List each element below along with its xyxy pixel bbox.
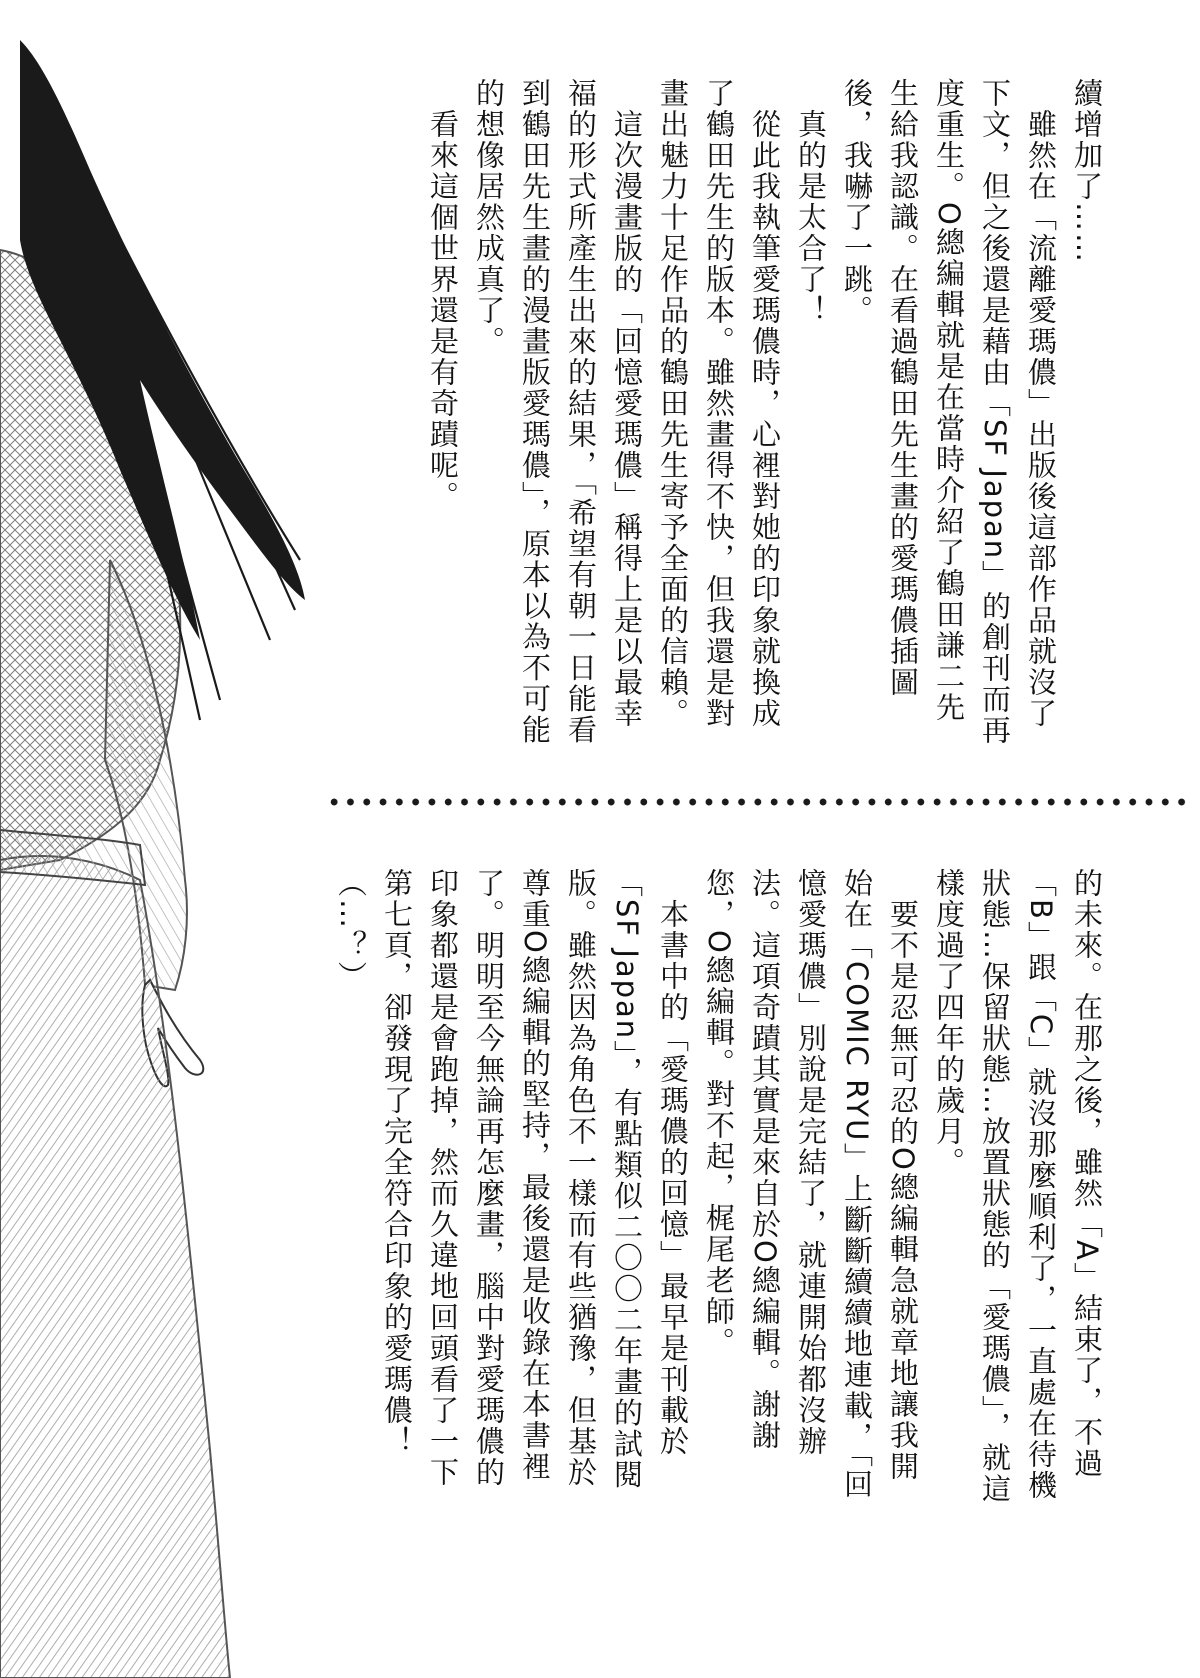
afterword-upper-section [420,78,1110,750]
afterword-paragraph: 續增加了…… [1070,78,1104,264]
afterword-paragraph: 這次漫畫版的「回憶愛瑪儂」稱得上是以最幸福的形式所產生出來的結果，「希望有朝一日能看到鶴田先生畫的漫畫版愛瑪儂」，原本以為不可能的想像居然成真了。 [472,78,644,746]
afterword-paragraph: 從此我執筆愛瑪儂時，心裡對她的印象就換成了鶴田先生的版本。雖然畫得不快，但我還是對畫出魅力十足作品的鶴田先生寄予全面的信賴。 [656,78,782,729]
afterword-lower-section [328,868,1110,1508]
afterword-paragraph: 看來這個世界還是有奇蹟呢。 [426,78,460,512]
afterword-paragraph: 的未來。在那之後，雖然「A」結束了，不過「B」跟「C」就沒那麼順利了，一直處在待機狀態…保留狀態…放置狀態的「愛瑪儂」，就這樣度過了四年的歲月。 [932,868,1104,1505]
afterword-paragraph: 雖然在「流離愛瑪儂」出版後這部作品就沒了下文，但之後還是藉由「SF Japan」的創刊而再度重生。O總編輯就是在當時介紹了鶴田謙二先生給我認識。在看過鶴田先生畫的愛瑪儂插圖後，我嚇了一跳。 [840,78,1058,747]
girl-illustration [0,0,340,1678]
afterword-paragraph: 本書中的「愛瑪儂的回憶」最早是刊載於「SF Japan」，有點類似二〇〇二年畫的試閱版。雖然因為角色不一樣而有些猶豫，但基於尊重O總編輯的堅持，最後還是收錄在本書裡了。明明至今無論再怎麼畫，腦中對愛瑪儂的印象都還是會跑掉，然而久違地回頭看了一下第七頁，卻發現了完全符合印象的愛瑪儂！（…？） [334,868,690,1491]
dotted-divider [326,798,1192,806]
afterword-paragraph: 真的是太合了！ [794,78,828,326]
afterword-paragraph: 要不是忍無可忍的O總編輯急就章地讓我開始在「COMIC RYU」上斷斷續續地連載，「回憶愛瑪儂」別說是完結了，就連開始都沒辦法。這項奇蹟其實是來自於O總編輯。謝謝您，O總編輯。對不起，梶尾老師。 [702,868,920,1500]
